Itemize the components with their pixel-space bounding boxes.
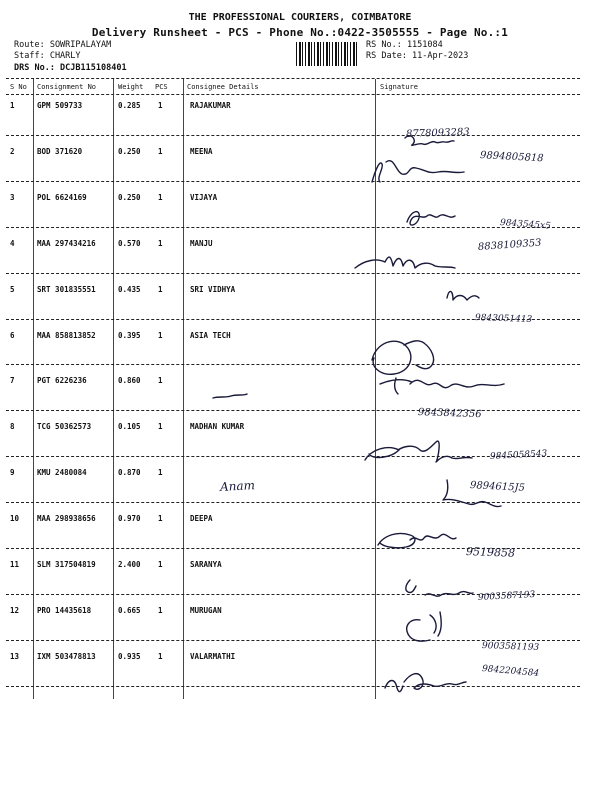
row-consignment-no: PRO 14435618 <box>37 606 92 615</box>
row-sno: 4 <box>10 239 15 248</box>
row-consignment-no: MAA 297434216 <box>37 239 96 248</box>
row-consignment-no: MAA 298938656 <box>37 514 96 523</box>
row-sno: 7 <box>10 376 15 385</box>
row-pcs: 1 <box>158 239 163 248</box>
col-header-consignee: Consignee Details <box>187 83 259 91</box>
header-bottom-rule <box>6 94 580 95</box>
row-weight: 0.935 <box>118 652 141 661</box>
row-separator <box>6 135 580 136</box>
row-separator <box>6 273 580 274</box>
staff-label: Staff: CHARLY <box>14 51 81 61</box>
row-consignment-no: GPM 509733 <box>37 101 83 110</box>
row-pcs: 1 <box>158 560 163 569</box>
row-sno: 8 <box>10 422 15 431</box>
handwritten-phone: 9003581193 <box>481 641 540 653</box>
handwritten-phone: 9845058543 <box>489 449 548 462</box>
handwritten-phone: 9894615J5 <box>469 480 526 494</box>
row-consignee: ASIA TECH <box>190 331 231 340</box>
row-pcs: 1 <box>158 101 163 110</box>
col-header-signature: Signature <box>380 83 418 91</box>
signature-scribble <box>385 674 466 692</box>
row-consignee: RAJAKUMAR <box>190 101 231 110</box>
col-header-consignment: Consignment No <box>37 83 97 91</box>
row-consignee: MEENA <box>190 147 213 156</box>
rs-number: RS No.: 1151084 <box>366 40 443 50</box>
row-weight: 0.250 <box>118 147 141 156</box>
row-consignment-no: PGT 6226236 <box>37 376 87 385</box>
row-pcs: 1 <box>158 376 163 385</box>
row-weight: 2.400 <box>118 560 141 569</box>
row-consignee: SARANYA <box>190 560 222 569</box>
company-title: THE PROFESSIONAL COURIERS, COIMBATORE <box>188 12 412 23</box>
row-sno: 11 <box>10 560 20 569</box>
signature-scribble <box>365 441 472 462</box>
signature-scribble <box>407 212 455 225</box>
row-consignment-no: KMU 2480084 <box>37 468 87 477</box>
handwritten-phone: 9843842356 <box>417 407 482 421</box>
row-consignee: VIJAYA <box>190 193 218 202</box>
row-weight: 0.970 <box>118 514 141 523</box>
row-consignment-no: SRT 301835551 <box>37 285 96 294</box>
row-consignee: MURUGAN <box>190 606 222 615</box>
handwritten-phone: 9843051413 <box>474 313 533 325</box>
column-divider <box>375 79 376 699</box>
handwritten-name: Anam <box>219 478 256 494</box>
signature-scribble <box>407 612 442 641</box>
row-sno: 2 <box>10 147 15 156</box>
row-sno: 5 <box>10 285 15 294</box>
row-consignee: MADHAN KUMAR <box>190 422 245 431</box>
signature-scribble <box>372 341 434 374</box>
col-header-weight: Weight <box>118 83 144 91</box>
row-separator <box>6 181 580 182</box>
signature-scribble <box>380 378 504 394</box>
row-weight: 0.395 <box>118 331 141 340</box>
handwritten-phone: 9003587193 <box>477 590 536 603</box>
row-separator <box>6 364 580 365</box>
row-sno: 3 <box>10 193 15 202</box>
handwritten-phone: 9842204584 <box>481 664 540 679</box>
row-weight: 0.570 <box>118 239 141 248</box>
row-weight: 0.860 <box>118 376 141 385</box>
handwritten-phone: 8778093283 <box>405 126 470 140</box>
row-sno: 12 <box>10 606 20 615</box>
row-separator <box>6 502 580 503</box>
row-consignee: VALARMATHI <box>190 652 236 661</box>
runsheet-subtitle: Delivery Runsheet - PCS - Phone No.:0422-3505555 - Page No.:1 <box>91 26 509 39</box>
row-consignee: SRI VIDHYA <box>190 285 236 294</box>
column-divider <box>183 79 184 699</box>
header-top-rule <box>6 78 580 79</box>
row-consignee: MANJU <box>190 239 213 248</box>
row-weight: 0.665 <box>118 606 141 615</box>
col-header-pcs: PCS <box>155 83 168 91</box>
row-pcs: 1 <box>158 468 163 477</box>
row-sno: 9 <box>10 468 15 477</box>
row-sno: 13 <box>10 652 20 661</box>
row-pcs: 1 <box>158 514 163 523</box>
signature-scribble <box>372 161 464 182</box>
row-pcs: 1 <box>158 606 163 615</box>
row-weight: 0.105 <box>118 422 141 431</box>
handwritten-phone: 8838109353 <box>477 237 542 253</box>
row-sno: 10 <box>10 514 20 523</box>
row-pcs: 1 <box>158 422 163 431</box>
row-pcs: 1 <box>158 285 163 294</box>
row-sno: 1 <box>10 101 15 110</box>
handwritten-phone: 9843545x5 <box>499 218 552 232</box>
signature-scribble <box>447 291 479 300</box>
row-separator <box>6 686 580 687</box>
row-weight: 0.435 <box>118 285 141 294</box>
column-divider <box>33 79 34 699</box>
row-pcs: 1 <box>158 147 163 156</box>
route-label: Route: SOWRIPALAYAM <box>14 40 112 50</box>
row-weight: 0.250 <box>118 193 141 202</box>
signature-scribble <box>355 257 455 268</box>
handwritten-phone: 9894805818 <box>479 150 544 165</box>
row-consignee: DEEPA <box>190 514 213 523</box>
row-weight: 0.285 <box>118 101 141 110</box>
row-consignment-no: IXM 503478813 <box>37 652 96 661</box>
row-consignment-no: SLM 317504819 <box>37 560 96 569</box>
row-consignment-no: TCG 50362573 <box>37 422 92 431</box>
row-separator <box>6 410 580 411</box>
col-header-sno: S No <box>10 83 27 91</box>
row-consignment-no: POL 6624169 <box>37 193 87 202</box>
barcode <box>296 42 358 66</box>
column-divider <box>113 79 114 699</box>
drs-number: DRS No.: DCJB115108401 <box>14 63 127 73</box>
row-pcs: 1 <box>158 331 163 340</box>
signature-scribble <box>378 533 456 547</box>
row-weight: 0.870 <box>118 468 141 477</box>
row-sno: 6 <box>10 331 15 340</box>
row-consignment-no: BOD 371620 <box>37 147 83 156</box>
row-consignment-no: MAA 858813852 <box>37 331 96 340</box>
row-separator <box>6 227 580 228</box>
row-pcs: 1 <box>158 652 163 661</box>
handwritten-phone: 9519858 <box>465 545 516 560</box>
rs-date: RS Date: 11-Apr-2023 <box>366 51 469 61</box>
row-pcs: 1 <box>158 193 163 202</box>
signature-scribble <box>213 394 247 398</box>
